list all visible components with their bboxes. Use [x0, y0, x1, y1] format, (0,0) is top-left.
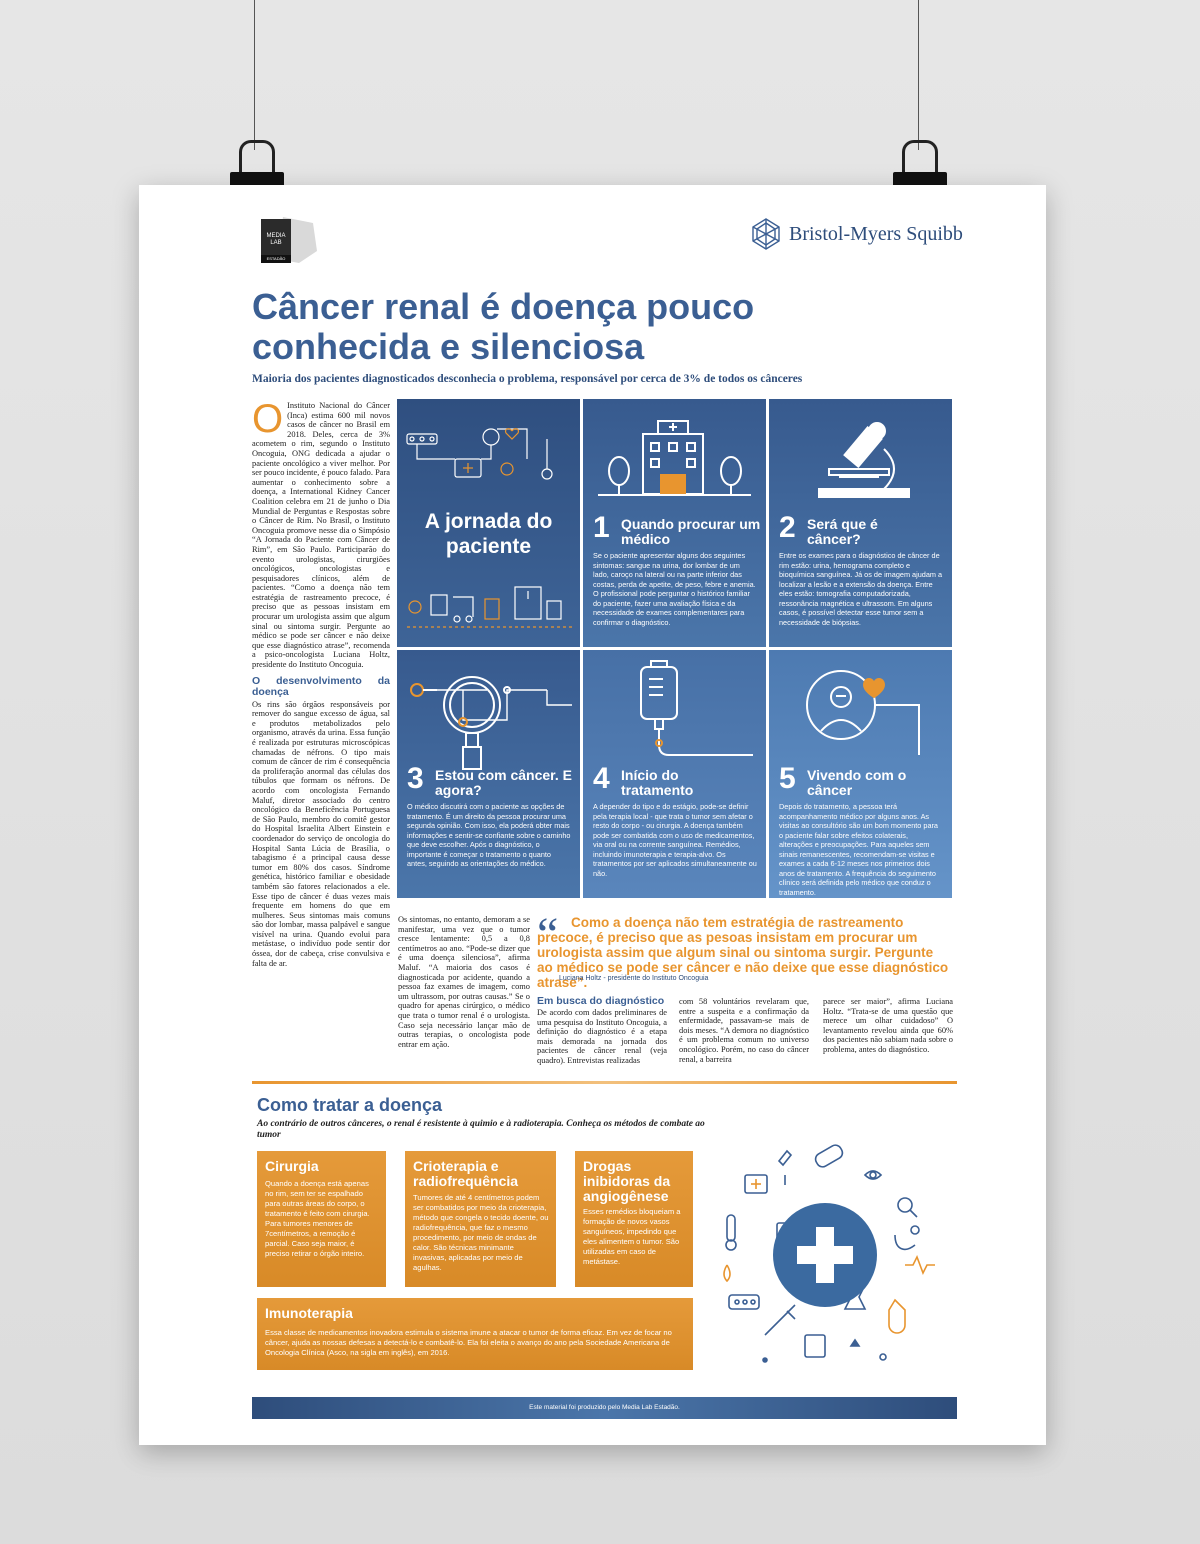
journey-step-1: [583, 399, 766, 647]
media-lab-logo: [255, 215, 315, 263]
card-text: Quando a doença está apenas no rim, sem ter se espalhado para outras áreas do corpo, o tratamento é feito com cirurgia. Para tumores menores de 7centímetros, a remoção é parcial. Caso seja maior, é preciso retirar o órgão inteiro.: [265, 1179, 370, 1258]
diagnosis-column-2: com 58 voluntários revelaram que, entre a suspeita e a confirmação da enfermidade, passavam-se mais de dois meses. “A demora no diagnóstico é um problema comum no universo oncológico. Porém, no caso do câncer renal, a barreira: [679, 997, 809, 1064]
journey-step-2: [769, 399, 952, 647]
article-paragraph-1: Instituto Nacional do Câncer (Inca) estima 600 mil novos casos de câncer no Brasil em 2018. Deles, cerca de 3% acometem o rim, segundo o Instituto Oncoguia, ONG dedicada a ajudar o paciente oncológico a viver melhor. Por ser pouco incidente, é pouco falado. Para aumentar o conhecimento sobre a doença, a International Kidney Cancer Coalition celebra em 21 de junho o Dia Mundial de Perguntas e Respostas sobre o Câncer de Rim. No Brasil, o Instituto Oncoguia promove nesse dia o Simpósio “A Jornada do Paciente com Câncer de Rim”, em São Paulo. Participarão do evento urologistas, cirurgiões oncológicos, oncologistas e pesquisadores clínicos, além de pacientes. “Como a doença não tem estratégia de rastreamento precoce, é preciso que as pessoas insistam em procurar um urologista assim que algum sinal ou sintoma surgir. Pergunte ao médico se pode ser câncer e não deixe que esse diagnóstico atrase”, recomenda a psico-oncologista Luciana Holtz, presidente do Instituto Oncoguia.: [252, 401, 390, 670]
bms-logo: [749, 217, 963, 251]
journey-step-3: [397, 650, 580, 898]
drop-cap: O: [252, 397, 284, 441]
step-2-number: 2: [779, 511, 796, 544]
medical-icons-illustration: [397, 419, 580, 499]
doctor-heart-icon: [769, 655, 952, 765]
article-paragraph-3: Os sintomas, no entanto, demoram a se manifestar, uma vez que o tumor cresce lentamente: 0,5 a 0,8 centímetros ao ano. “Pode-se dizer que é uma doença silenciosa”, afirma Maluf. “A maioria dos casos é diagnosticada por acidente, quando a pessoa faz exames de imagem, como um ultrassom, por outras causas.” Se o quadro for apenas cirúrgico, o médico que trata o tumor renal é o urologista. Caso seja necessário lançar mão de outras terapias, o oncologista pode entrar em ação.: [398, 915, 530, 1049]
magnifier-icon: [397, 660, 580, 770]
section-heading-desenvolvimento: O desenvolvimento da doença: [252, 674, 390, 698]
treatment-card-drogas: [575, 1151, 693, 1287]
step-4-text: A depender do tipo e do estágio, pode-se definir pela terapia local - que trata o tumor sem afetar o resto do corpo - ou cirurgia. A doença também pode ser combatida com o uso de medicamentos, via oral ou na corrente sanguínea. Remédios, incluindo imunoterapia e terapia-alvo. Os tratamentos por ser aplicados simultaneamente ou não.: [593, 802, 757, 878]
headline: [252, 287, 952, 367]
treatment-card-imunoterapia: [257, 1298, 693, 1370]
medical-icons-circle: [705, 1135, 945, 1375]
bms-star-icon: [749, 217, 783, 251]
step-2-text: Entre os exames para o diagnóstico de câncer de rim estão: urina, hemograma completo e bioquímica sanguínea. Já os de imagem ajudam a localizar a lesão e a extensão da doença. Entre eles estão: tomografia computadorizada, ressonância magnética e ultrassom. Em alguns casos, é possível detectar esse tumor sem a necessidade de biópsias.: [779, 551, 943, 627]
bms-name: Bristol-Myers Squibb: [789, 222, 963, 245]
journey-title: A jornada do paciente: [424, 510, 553, 558]
diagnosis-heading: Em busca do diagnóstico: [537, 995, 665, 1007]
step-2-title: Será que é câncer?: [807, 516, 878, 547]
card-title: Imunoterapia: [265, 1305, 353, 1321]
poster: [139, 185, 1046, 1445]
step-1-text: Se o paciente apresentar alguns dos seguintes sintomas: sangue na urina, dor lombar de um lado, caroço na lateral ou na parte inferior das costas, perda de apetite, de peso, febre e anemia. O profissional pode perguntar o histórico familiar do paciente, fazer uma avaliação física e da necessidade de exames complementares para confirmar o diagnóstico.: [593, 551, 756, 627]
card-text: Esses remédios bloqueiam a formação de novos vasos sanguíneos, impedindo que eles alimentem o tumor. São utilizadas em caso de metástase.: [583, 1207, 681, 1266]
subtitle: Maioria dos pacientes diagnosticados desconhecia o problema, responsável por cerca de 3% de todos os cânceres: [252, 373, 803, 385]
step-3-text: O médico discutirá com o paciente as opções de tratamento. É um direito da pessoa procurar uma segunda opinião. Com isso, ela poderá obter mais informações e sentir-se confiante sobre o caminho que deve escolher. Após o diagnóstico, o importante é começar o tratamento o quanto antes, seguindo as orientações do médico.: [407, 802, 571, 868]
article-column-1: [252, 397, 390, 968]
step-5-title: Vivendo com o câncer: [807, 767, 907, 798]
journey-step-5: [769, 650, 952, 898]
card-title: Crioterapia e radiofrequência: [413, 1158, 519, 1189]
step-4-number: 4: [593, 762, 610, 795]
card-text: Essa classe de medicamentos inovadora estimula o sistema imune a atacar o tumor de forma eficaz. Em vez de focar no câncer, ajuda as nossas defesas a detectá-lo e combatê-lo. Ela foi eleita o avanço do ano pela Sociedade Americana de Oncologia Clínica (Asco, na sigla em inglês), em 2016.: [265, 1328, 672, 1357]
section-divider: [252, 1081, 957, 1084]
step-1-number: 1: [593, 511, 610, 544]
treatment-intro: Ao contrário de outros cânceres, o renal é resistente à quimio e à radioterapia. Conheça os métodos de combate ao tumor: [257, 1119, 705, 1140]
treatment-card-crioterapia: [405, 1151, 556, 1287]
hospital-icon: [583, 409, 766, 509]
hanging-wire-right: [918, 0, 919, 150]
card-title: Drogas inibidoras da angiogênese: [583, 1158, 671, 1204]
step-5-number: 5: [779, 762, 796, 795]
iv-bag-icon: [583, 655, 766, 765]
card-text: Tumores de até 4 centímetros podem ser combatidos por meio da crioterapia, método que congela o tecido doente, ou radiofrequência, que faz o mesmo procedimento, por meio de ondas de calor. São técnicas minimante invasivas, aplicadas por meio de agulhas.: [413, 1193, 549, 1272]
step-3-title: Estou com câncer. E agora?: [435, 767, 572, 798]
step-5-text: Depois do tratamento, a pessoa terá acompanhamento médico por alguns anos. As visitas ao consultório são um bom momento para o paciente falar sobre efeitos colaterais, alterações e preocupações. Para aqueles sem sinais remanescentes, recomendam-se visitas e exames a cada 6-12 meses nos primeiros dois anos de tratamento. A frequência do seguimento clínico será definida pelo médico que conduz o tratamento.: [779, 802, 938, 897]
hanging-wire-left: [254, 0, 255, 150]
step-4-title: Início do tratamento: [621, 767, 694, 798]
diagnosis-column-1: De acordo com dados preliminares de uma pesquisa do Instituto Oncoguia, a definição do diagnóstico é a etapa mais demorada na jornada dos pacientes de câncer renal (veja quadro). Entrevistas realizadas: [537, 1008, 667, 1065]
quote-mark-icon: “: [537, 908, 559, 961]
quote-source: Luciana Holtz - presidente do Instituto Oncoguia: [559, 975, 709, 982]
media-lab-text: MEDIA LAB: [266, 233, 286, 246]
treatment-heading: Como tratar a doença: [257, 1095, 443, 1115]
article-paragraph-2: Os rins são órgãos responsáveis por remover do sangue excesso de água, sal e produtos metabolizados pelo organismo, através da urina. Essa função é realizada por estruturas microscópicas chamadas de néfrons. O tipo mais comum de câncer de rim é consequência da proliferação anormal das células dos túbulos que formam os néfrons. De acordo com oncologista Fernando Maluf, diretor associado do centro oncológico da Beneficência Portuguesa de São Paulo, membro do comitê gestor do Hospital Israelita Albert Einstein e coordenador do serviço de oncologia do Hospital Santa Lúcia de Brasília, o tabagismo é a principal causa desse tumor em 80% dos casos. Síndrome genética, histórico familiar e obesidade também são fatores relacionados a ele. Esse tipo de câncer é duas vezes mais frequente em homens do que em mulheres. Seus sintomas mais comuns são dor lombar, massa palpável e sangue visível na urina. Quando evolui para metástase, o indivíduo pode sentir dor óssea, dor de cabeça, crise convulsiva e falta de ar.: [252, 699, 390, 968]
headline-line-1: Câncer renal é doença pouco: [252, 286, 755, 327]
footer-bar: Este material foi produzido pelo Media Lab Estadão.: [252, 1397, 957, 1419]
step-1-title: Quando procurar um médico: [621, 516, 761, 547]
headline-line-2: conhecida e silenciosa: [252, 326, 645, 367]
estadao-text: ESTADÃO: [266, 256, 286, 261]
diagnosis-column-3: parece ser maior”, afirma Luciana Holtz. “Trata-se de uma questão que merece um olhar cuidadoso” O levantamento revelou ainda que 60% dos pacientes não sabiam nada sobre o problema, antes do diagnóstico.: [823, 997, 953, 1054]
card-title: Cirurgia: [265, 1158, 319, 1174]
microscope-icon: [769, 409, 952, 509]
article-column-2: [398, 915, 530, 1049]
journey-path-illustration: [397, 577, 580, 637]
treatment-card-cirurgia: [257, 1151, 386, 1287]
step-3-number: 3: [407, 762, 424, 795]
pull-quote: Como a doença não tem estratégia de rastreamento precoce, é preciso que as pesoas insistam em procurar um urologista assim que algum sinal ou sintoma surgir. Pergunte ao médico se pode ser câncer e não deixe que esse diagnóstico atrase”.: [537, 915, 949, 990]
journey-step-4: [583, 650, 766, 898]
journey-grid: [397, 399, 951, 898]
journey-intro-cell: [397, 399, 580, 647]
